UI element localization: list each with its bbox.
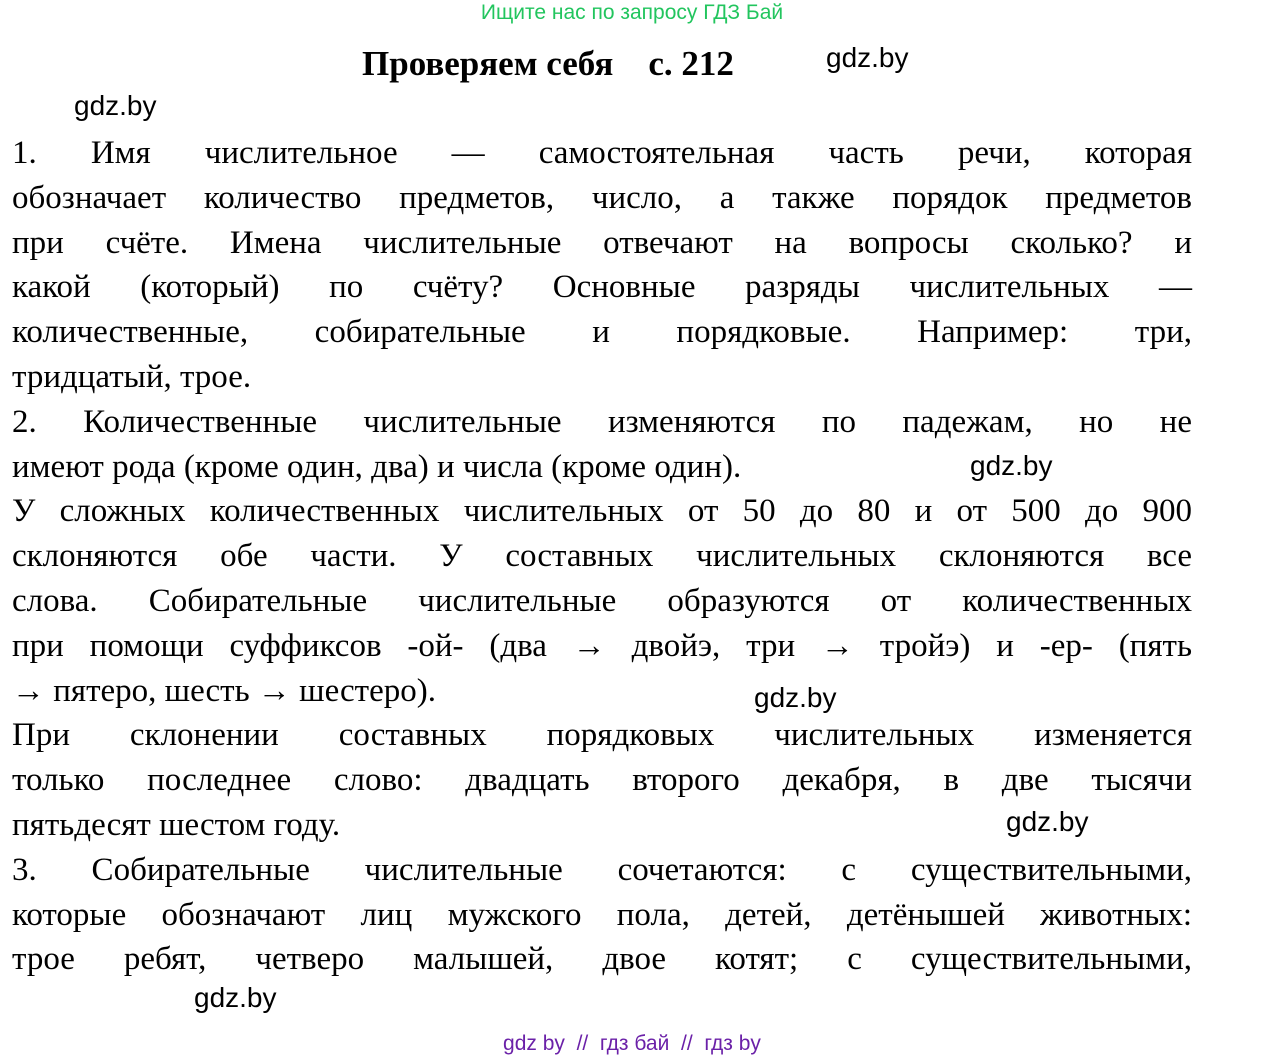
search-banner: Ищите нас по запросу ГДЗ Бай [480, 1, 784, 24]
watermark: gdz.by [194, 982, 277, 1013]
text-line: тридцатый, трое. [12, 358, 252, 395]
text-line: какой (который) по счёту? Основные разряды числительных — [12, 269, 1192, 306]
page-title [362, 40, 734, 88]
text-line: 3. Собирательные числительные сочетаются: с существительными, [12, 851, 1192, 888]
watermark: gdz.by [74, 90, 157, 121]
text-line: У сложных количественных числительных от 50 до 80 и от 500 до 900 [12, 493, 1192, 530]
text-line: пятьдесят шестом году. [12, 806, 341, 843]
text-line: 2. Количественные числительные изменяются по падежам, но не [12, 403, 1192, 440]
text-line: при помощи суффиксов -ой- (два → двойэ, три → тройэ) и -ер- (пять [12, 627, 1192, 664]
watermark: gdz.by [826, 42, 909, 73]
watermark: gdz.by [1006, 806, 1089, 837]
text-line: → пятеро, шесть → шестеро). [12, 672, 436, 709]
text-line: склоняются обе части. У составных числительных склоняются все [12, 538, 1192, 575]
page-reference: с. 212 [648, 44, 734, 83]
text-line: 1. Имя числительное — самостоятельная часть речи, которая [12, 135, 1192, 171]
text-line: трое ребят, четверо малышей, двое котят; с существительными, [12, 941, 1192, 978]
text-line: которые обозначают лиц мужского пола, детей, детёнышей животных: [12, 896, 1192, 933]
text-line: только последнее слово: двадцать второго декабря, в две тысячи [12, 762, 1192, 799]
answer-block [12, 131, 1192, 982]
title-text: Проверяем себя [362, 44, 614, 83]
text-line: обозначает количество предметов, число, а также порядок предметов [12, 179, 1192, 216]
text-line: При склонении составных порядковых числительных изменяется [12, 717, 1192, 754]
footer-watermark: gdz by // гдз бай // гдз by [503, 1032, 761, 1055]
text-line: имеют рода (кроме один, два) и числа (кроме один). [12, 448, 742, 485]
text-line: слова. Собирательные числительные образуются от количественных [12, 582, 1192, 619]
text-line: при счёте. Имена числительные отвечают на вопросы сколько? и [12, 224, 1192, 261]
watermark: gdz.by [754, 682, 837, 713]
watermark: gdz.by [970, 450, 1053, 481]
text-line: количественные, собирательные и порядковые. Например: три, [12, 314, 1192, 351]
